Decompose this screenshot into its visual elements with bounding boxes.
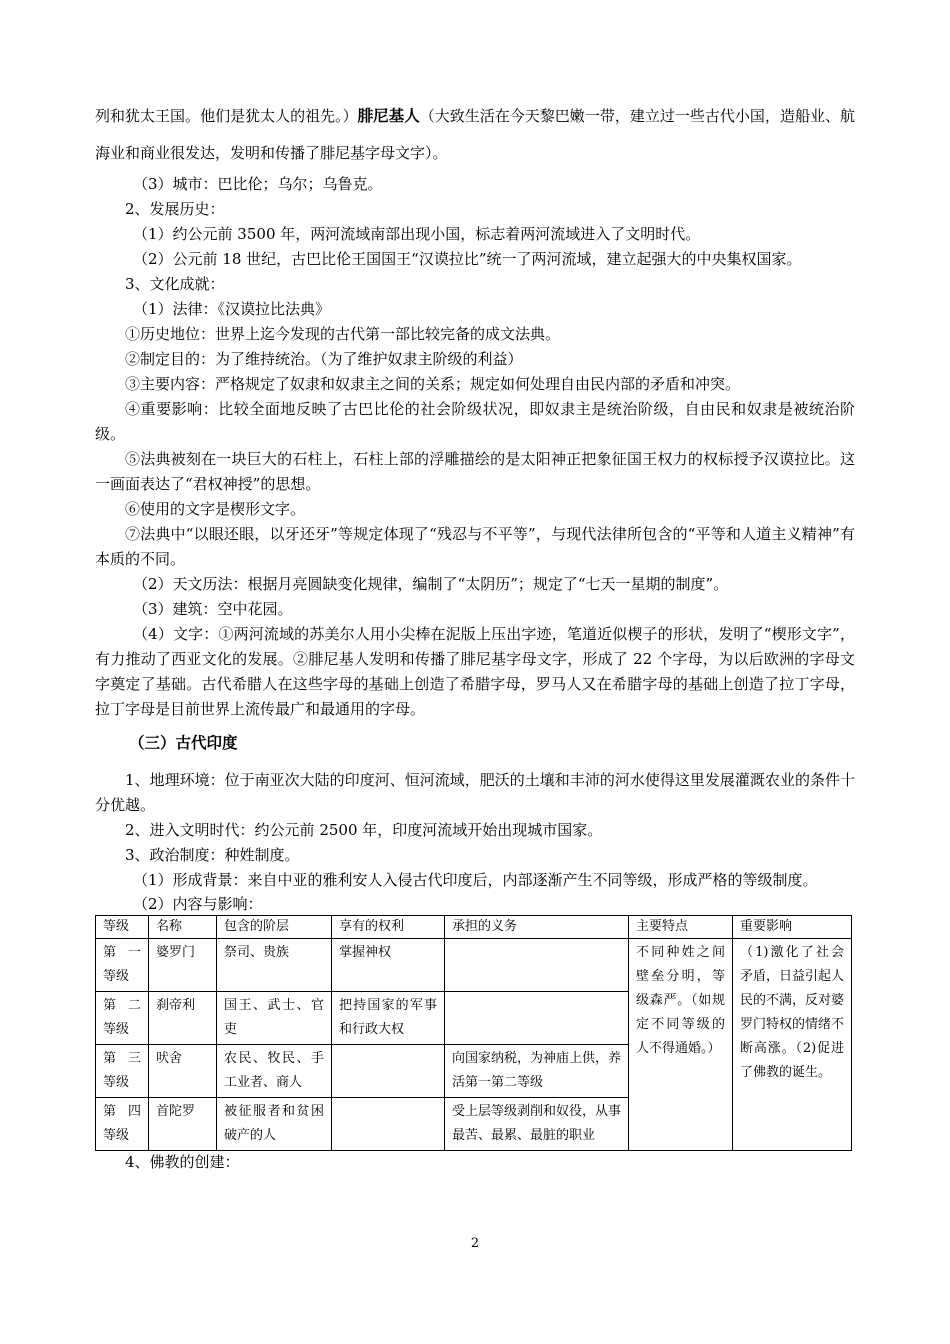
table-header-cell: 名称	[149, 916, 217, 939]
heading-culture: 3、文化成就：	[125, 275, 225, 293]
table-cell-name: 吠舍	[149, 1045, 217, 1098]
paragraph-india-content: （2）内容与影响：	[133, 895, 263, 913]
term-phoenicians: 腓尼基人	[357, 107, 420, 125]
table-row	[96, 939, 852, 992]
table-cell-duties	[445, 992, 629, 1045]
paragraph-india-geo: 1、地理环境：位于南亚次大陆的印度河、恒河流域，肥沃的土壤和丰沛的河水使得这里发展灌溉农业的条件十分优越。	[95, 771, 855, 814]
document-body	[95, 104, 855, 1173]
paragraph-architecture: （3）建筑：空中花园。	[133, 600, 293, 618]
text-span: 列和犹太王国。他们是犹太人的祖先。）	[95, 107, 358, 125]
page-number: 2	[470, 1236, 480, 1251]
paragraph-history-2: （2）公元前 18 世纪，古巴比伦王国国王“汉谟拉比”统一了两河流域，建立起强大的中央集权国家。	[133, 250, 802, 268]
paragraph-law-1: ①历史地位：世界上迄今发现的古代第一部比较完备的成文法典。	[125, 325, 561, 343]
table-cell-classes: 被征服者和贫困破产的人	[217, 1098, 332, 1151]
paragraph-law-6: ⑥使用的文字是楔形文字。	[125, 500, 306, 518]
table-cell-level: 第四等级	[96, 1098, 149, 1151]
text-span: （大致生活在今天黎巴嫩一带，建立过一些古代小国，造船业、航海业和商业很发达，发明和传播了腓尼基字母文字）。	[95, 107, 855, 162]
table-cell-level: 第三等级	[96, 1045, 149, 1098]
table-header-cell: 重要影响	[733, 916, 852, 939]
table-header-cell: 享有的权利	[332, 916, 445, 939]
table-cell-level: 第一等级	[96, 939, 149, 992]
table-cell-rights: 把持国家的军事和行政大权	[332, 992, 445, 1045]
paragraph-law-4: ④重要影响：比较全面地反映了古巴比伦的社会阶级状况，即奴隶主是统治阶级，自由民和奴隶是被统治阶级。	[95, 400, 855, 443]
paragraph-buddhism: 4、佛教的创建：	[125, 1153, 240, 1171]
table-cell-rights: 掌握神权	[332, 939, 445, 992]
paragraph-india-bg: （1）形成背景：来自中亚的雅利安人入侵古代印度后，内部逐渐产生不同等级，形成严格的等级制度。	[133, 871, 818, 889]
paragraph-astronomy: （2）天文历法：根据月亮圆缺变化规律，编制了“太阴历”；规定了“七天一星期的制度”。	[133, 575, 729, 593]
paragraph-law: （1）法律：《汉谟拉比法典》	[133, 300, 331, 318]
table-header-cell: 承担的义务	[445, 916, 629, 939]
table-cell-classes: 国王、武士、官吏	[217, 992, 332, 1045]
paragraph-writing: （4）文字：①两河流域的苏美尔人用小尖棒在泥版上压出字迹，笔道近似楔子的形状，发明了“楔形文字”，有力推动了西亚文化的发展。②腓尼基人发明和传播了腓尼基字母文字，形成了 22 个字母，为以后欧洲的字母文字奠定了基础。古代希腊人在这些字母的基础上创造了希腊字母，罗马人又在希腊字母的基础上创造了拉丁字母，拉丁字母是目前世界上流传最广和最通用的字母。	[95, 625, 855, 718]
table-cell-duties: 向国家纳税，为神庙上供，养活第一第二等级	[445, 1045, 629, 1098]
table-header-cell: 包含的阶层	[217, 916, 332, 939]
table-header-cell: 主要特点	[629, 916, 733, 939]
table-header-cell: 等级	[96, 916, 149, 939]
table-cell-name: 首陀罗	[149, 1098, 217, 1151]
table-cell-rights	[332, 1098, 445, 1151]
paragraph-phoenicia	[95, 98, 855, 172]
heading-history: 2、发展历史：	[125, 200, 225, 218]
paragraph-law-3: ③主要内容：严格规定了奴隶和奴隶主之间的关系；规定如何处理自由民内部的矛盾和冲突。	[125, 375, 741, 393]
table-header-row	[96, 916, 852, 939]
paragraph-india-pol: 3、政治制度：种姓制度。	[125, 846, 300, 864]
table-cell-duties	[445, 939, 629, 992]
paragraph-law-5: ⑤法典被刻在一块巨大的石柱上，石柱上部的浮雕描绘的是太阳神正把象征国王权力的权标授予汉谟拉比。这一画面表达了“君权神授”的思想。	[95, 450, 855, 493]
table-cell-feature: 不同种姓之间壁垒分明，等级森严。（如规定不同等级的人不得通婚。）	[629, 939, 733, 1151]
table-cell-classes: 农民、牧民、手工业者、商人	[217, 1045, 332, 1098]
section-title-india: （三）古代印度	[129, 734, 238, 752]
table-cell-classes: 祭司、贵族	[217, 939, 332, 992]
paragraph-cities: （3）城市：巴比伦；乌尔；乌鲁克。	[133, 175, 383, 193]
table-cell-duties: 受上层等级剥削和奴役，从事最苦、最累、最脏的职业	[445, 1098, 629, 1151]
caste-table	[95, 915, 852, 1151]
table-cell-rights	[332, 1045, 445, 1098]
table-cell-impact: （1)激化了社会矛盾，日益引起人民的不满，反对婆罗门特权的情绪不断高涨。（2)促进了佛教的诞生。	[733, 939, 852, 1151]
table-cell-name: 刹帝利	[149, 992, 217, 1045]
paragraph-india-civ: 2、进入文明时代：约公元前 2500 年，印度河流域开始出现城市国家。	[125, 821, 603, 839]
paragraph-law-2: ②制定目的：为了维持统治。（为了维护奴隶主阶级的利益）	[125, 350, 523, 368]
paragraph-history-1: （1）约公元前 3500 年，两河流域南部出现小国，标志着两河流域进入了文明时代。	[133, 225, 701, 243]
table-cell-level: 第二等级	[96, 992, 149, 1045]
paragraph-law-7: ⑦法典中“以眼还眼，以牙还牙”等规定体现了“残忍与不平等”，与现代法律所包含的“平等和人道主义精神”有本质的不同。	[95, 525, 855, 568]
table-cell-name: 婆罗门	[149, 939, 217, 992]
